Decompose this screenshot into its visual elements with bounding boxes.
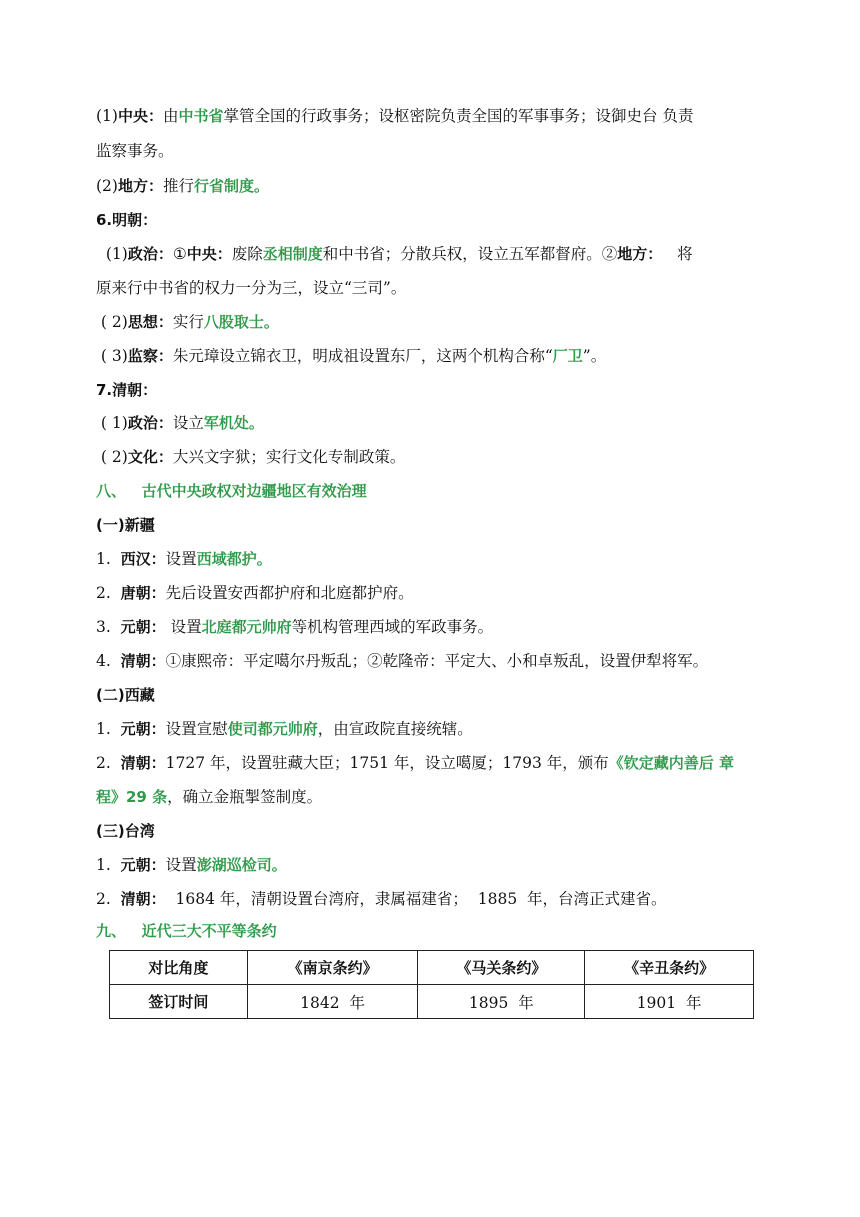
- qing-politics-line: [96, 413, 770, 433]
- text: 设置: [165, 550, 197, 568]
- highlight-term: 北庭都元帅府: [201, 618, 292, 636]
- table-cell: 1901 年: [585, 985, 754, 1019]
- xinjiang-item-2: [96, 583, 770, 603]
- item-number: 2.: [96, 754, 121, 772]
- xinjiang-item-4: [96, 651, 770, 671]
- highlight-term: 军机处。: [203, 414, 264, 432]
- yuan-central-line-cont: [96, 141, 770, 161]
- highlight-term: 西域都护。: [196, 550, 272, 568]
- highlight-term: 行省制度。: [194, 177, 270, 195]
- subheading: (一)新疆: [96, 516, 155, 534]
- ming-politics-line-cont: [96, 278, 770, 298]
- xizang-item-1: [96, 719, 770, 739]
- table-header-cell: 《马关条约》: [418, 951, 585, 985]
- text: 监察事务。: [96, 142, 174, 160]
- keyword: 监察：: [127, 347, 173, 365]
- item-number: ( 2): [96, 313, 128, 331]
- keyword: 唐朝：: [120, 584, 166, 602]
- table-cell: 1895 年: [418, 985, 585, 1019]
- text: 设置: [165, 856, 197, 874]
- yuan-local-line: [96, 176, 770, 196]
- item-number: 3.: [96, 618, 121, 636]
- item-number: ( 2): [96, 448, 128, 466]
- text: ①: [172, 245, 187, 263]
- text: 设置: [165, 618, 202, 636]
- text: 朱元璋设立锦衣卫，明成祖设置东厂，这两个机构合称“: [172, 347, 553, 365]
- xinjiang-heading: [96, 515, 770, 535]
- text: 实行: [172, 313, 204, 331]
- text: 将: [662, 245, 693, 263]
- keyword: 中央：: [117, 107, 163, 125]
- ming-thought-line: [96, 312, 770, 332]
- item-number: ( 1): [96, 414, 128, 432]
- text: 和中书省；分散兵权，设立五军都督府。②: [322, 245, 618, 263]
- taiwan-item-2: [96, 889, 770, 909]
- table-header-cell: 《辛丑条约》: [585, 951, 754, 985]
- qing-heading: [96, 380, 770, 400]
- text: 先后设置安西都护府和北庭都护府。: [165, 584, 414, 602]
- keyword: 元朝：: [120, 720, 166, 738]
- highlight-term: 丞相制度: [262, 245, 323, 263]
- text: 原来行中书省的权力一分为三，设立“三司”。: [96, 279, 407, 297]
- ming-heading: [96, 210, 770, 230]
- item-number: 1.: [96, 856, 121, 874]
- item-number: (2): [96, 177, 118, 195]
- xinjiang-item-3: [96, 617, 770, 637]
- text: ，由宣政院直接统辖。: [317, 720, 473, 738]
- highlight-term: 使司都元帅府: [227, 720, 318, 738]
- section-8-heading: [96, 481, 770, 501]
- qing-culture-line: [96, 447, 770, 467]
- subheading: 7.清朝：: [96, 381, 158, 399]
- taiwan-heading: [96, 821, 770, 841]
- item-number: (1): [96, 245, 128, 263]
- item-number: 2.: [96, 584, 121, 602]
- highlight-term: 中书省: [178, 107, 224, 125]
- keyword: 政治：: [127, 245, 173, 263]
- subheading: 6.明朝：: [96, 211, 158, 229]
- xizang-item-2: [96, 753, 770, 773]
- keyword: 思想：: [127, 313, 173, 331]
- yuan-central-line: [96, 106, 770, 126]
- item-number: ( 3): [96, 347, 128, 365]
- item-number: 4.: [96, 652, 121, 670]
- subheading: (二)西藏: [96, 686, 155, 704]
- text: ”。: [582, 347, 607, 365]
- table-row: [110, 985, 754, 1019]
- text: 掌管全国的行政事务；设枢密院负责全国的军事事务；设御史台 负责: [223, 107, 694, 125]
- keyword: 地方：: [117, 177, 163, 195]
- highlight-term: 厂卫: [552, 347, 583, 365]
- table-row-label: 签订时间: [110, 985, 248, 1019]
- text: 大兴文字狱；实行文化专制政策。: [172, 448, 406, 466]
- item-number: 1.: [96, 720, 121, 738]
- text: 设置宣慰: [165, 720, 228, 738]
- ming-politics-line: [96, 244, 770, 264]
- keyword: 文化：: [127, 448, 173, 466]
- keyword: 地方：: [617, 245, 663, 263]
- subheading: (三)台湾: [96, 822, 155, 840]
- keyword: 元朝：: [120, 618, 166, 636]
- text: 推行: [162, 177, 194, 195]
- keyword: 清朝：: [120, 652, 166, 670]
- xizang-heading: [96, 685, 770, 705]
- text: ，确立金瓶掣签制度。: [167, 788, 323, 806]
- text: 废除: [231, 245, 263, 263]
- table-cell: 1842 年: [247, 985, 418, 1019]
- keyword: 政治：: [127, 414, 173, 432]
- section-title: 九、 近代三大不平等条约: [96, 922, 277, 940]
- highlight-term: 程》29 条: [96, 788, 168, 806]
- table-header-cell: 《南京条约》: [247, 951, 418, 985]
- highlight-term: 八股取士。: [203, 313, 279, 331]
- item-number: 2.: [96, 890, 121, 908]
- text: 1727 年，设置驻藏大臣；1751 年，设立噶厦；1793 年，颁布: [165, 754, 609, 772]
- keyword: 清朝：: [120, 890, 166, 908]
- text: ①康熙帝：平定噶尔丹叛乱；②乾隆帝：平定大、小和卓叛乱，设置伊犁将军。: [165, 652, 709, 670]
- text: 由: [162, 107, 179, 125]
- xizang-item-2-cont: [96, 787, 770, 807]
- item-number: (1): [96, 107, 118, 125]
- section-9-heading: [96, 921, 770, 941]
- table-header-cell: 对比角度: [110, 951, 248, 985]
- taiwan-item-1: [96, 855, 770, 875]
- treaty-comparison-table: [109, 950, 754, 1019]
- item-number: 1.: [96, 550, 121, 568]
- text: 设立: [172, 414, 204, 432]
- highlight-term: 澎湖巡检司。: [196, 856, 287, 874]
- text: 1684 年，清朝设置台湾府，隶属福建省； 1885 年，台湾正式建省。: [165, 890, 667, 908]
- xinjiang-item-1: [96, 549, 770, 569]
- keyword: 清朝：: [120, 754, 166, 772]
- ming-supervision-line: [96, 346, 770, 366]
- section-title: 八、 古代中央政权对边疆地区有效治理: [96, 482, 367, 500]
- keyword: 西汉：: [120, 550, 166, 568]
- text: 等机构管理西域的军政事务。: [291, 618, 494, 636]
- keyword: 中央：: [186, 245, 232, 263]
- highlight-term: 《钦定藏内善后 章: [608, 754, 735, 772]
- keyword: 元朝：: [120, 856, 166, 874]
- table-header-row: [110, 951, 754, 985]
